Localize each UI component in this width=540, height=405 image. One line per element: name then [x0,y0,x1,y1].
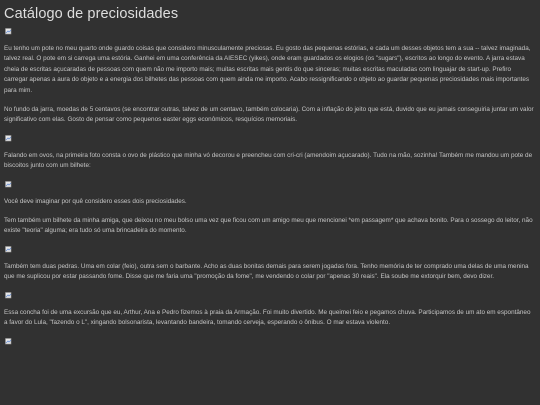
broken-image-icon [5,28,11,34]
broken-image-icon [5,135,11,141]
broken-image-icon [5,292,11,298]
paragraph-moedas: No fundo da jarra, moedas de 5 centavos (se encontrar outras, talvez de um centavo, também colocaria). Com a inflação do jeito que está, duvido que eu jamais conseguiria juntar um valor significativo com elas. Gosto de pensar como pequenos easter eggs econômicos, resquícios memoriais. [4,106,534,124]
paragraph-jarra-origem: Eu tenho um pote no meu quarto onde guardo coisas que considero minusculamente preciosas. Eu gosto das pequenas estórias, e cada um desses objetos tem a sua -- talvez imaginada, talvez real. O pote em si carrega uma estória. Ganhei em uma conferência da AIESEC (yikes), onde eram guardados os elogios (os "sugars"), escritos ao longo do evento. A jarra estava cheia de escritas açucaradas de pessoas com quem não me importo mais; muitas escritas mais gentis do que sinceras; muitas escritas maculadas com linguajar de start-up. Prefiro carregar apenas a aura do objeto e a energia dos bilhetes das pessoas com quem ainda me importo. Acabo ressignificando o objeto ao guardar pequenas preciosidades mais importantes para mim. [4,45,531,94]
broken-image-icon [5,181,11,187]
paragraph-ovo: Falando em ovos, na primeira foto consta o ovo de plástico que minha vó decorou e preencheu com cri-cri (amendoim açucarado). Tudo na mão, sozinha! Também me mandou um pote de biscoitos junto com um bilhete: [4,151,533,170]
paragraph-preciosidades: Você deve imaginar por quê considero esses dois preciosidades. [4,197,187,205]
broken-image-icon [5,246,11,252]
broken-image-icon [5,338,11,344]
paragraph-concha: Essa concha foi de uma excursão que eu, Arthur, Ana e Pedro fizemos à praia da Armação. Foi muito divertido. Me queimei feio e pegamos chuva. Participamos de um ato em espontâneo a favor do Lula, "fazendo o L", xingando bolsonarista, levantando bandeira, tomando cerveja, esperando o ônibus. O mar estava violento. [4,308,531,327]
paragraph-bilhete-amiga: Tem também um bilhete da minha amiga, que deixou no meu bolso uma vez que ficou com um amigo meu que mencionei *em passagem* que achava bonito. Para o sossego do leitor, não existe "teoria" alguma; era tudo só uma brincadeira do momento. [4,217,533,235]
paragraph-pedras: Também tem duas pedras. Uma em colar (feio), outra sem o barbante. Acho as duas bonitas demais para serem jogadas fora. Tenho memória de ter comprado uma delas de uma menina que me suplicou por estar passando fome. Disse que me faria uma "promoção da fome", me vendendo o colar por "apenas 30 reais". Ela soube me extorquir bem, devo dizer. [4,262,529,281]
page-title: Catálogo de preciosidades [4,6,179,22]
